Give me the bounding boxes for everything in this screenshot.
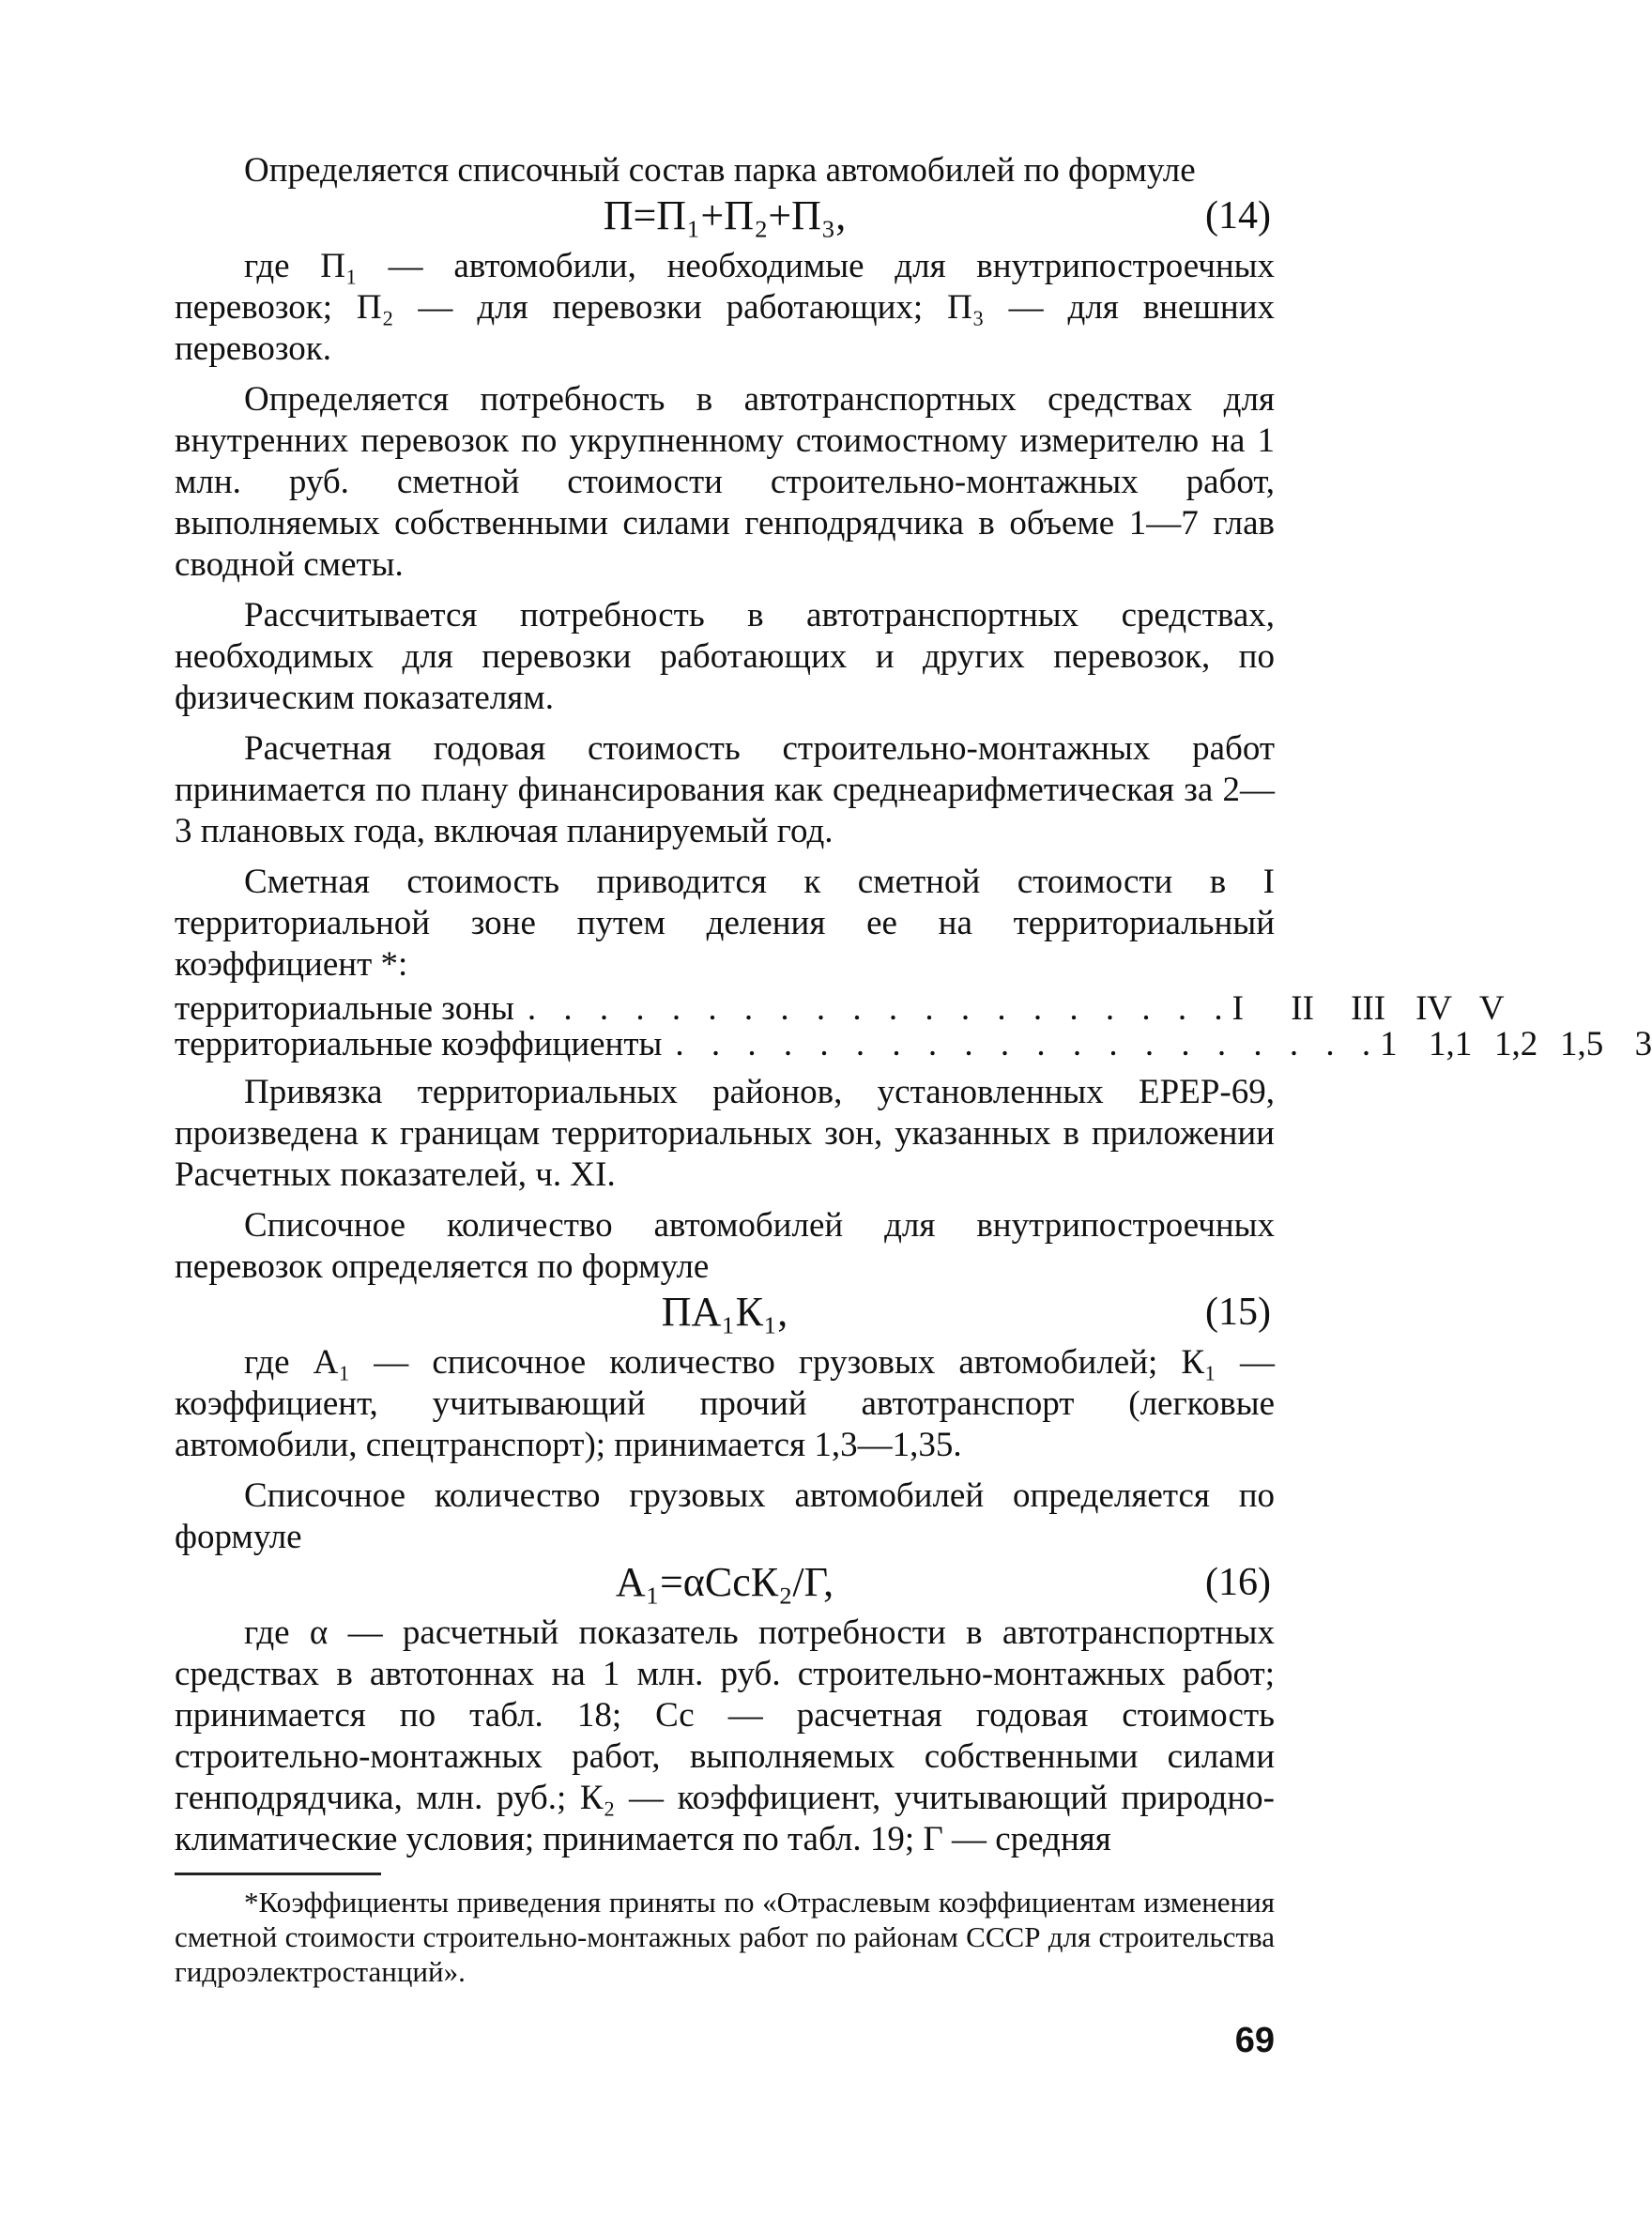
zone-value: IV: [1415, 989, 1453, 1028]
leader-dots: . . . . . . . . . . . . . . . . . . . .: [527, 989, 1232, 1028]
footnote: [175, 1885, 1275, 1989]
formula-16-text: А₁=αCcК₂/Г,: [615, 1559, 834, 1605]
paragraph-annual-cost: Расчетная годовая стоимость строительно-монтажных работ принимается по плану финансирования как среднеарифметическая за 2—3 плановых года, включая планируемый год.: [175, 729, 1275, 850]
paragraph-internal-transport: Определяется потребность в автотранспортных средствах для внутренних перевозок по укрупненному стоимостному измерителю на 1 млн. руб. сметной стоимости строительно-монтажных работ, выполняемых собственными силами генподрядчика в объеме 1—7 глав сводной сметы.: [175, 380, 1275, 584]
zone-value: I: [1231, 989, 1244, 1028]
formula-15-text: ПА₁К₁,: [661, 1289, 788, 1335]
zone-value: III: [1351, 989, 1386, 1028]
paragraph-vehicle-count: Списочное количество автомобилей для внутрипостроечных перевозок определяется по формуле: [175, 1206, 1275, 1286]
footnote-text: *Коэффициенты приведения приняты по «Отраслевым коэффициентам изменения сметной стоимости строительно-монтажных работ по районам СССР для строительства гидроэлектростанций».: [175, 1886, 1275, 1988]
formula-14-number: (14): [1205, 194, 1271, 237]
formula-16: [175, 1559, 1275, 1613]
zones-row: [175, 989, 1505, 1028]
leader-dots: . . . . . . . . . . . . . . . . . . . .: [675, 1025, 1381, 1063]
coefficient-value: 1: [1380, 1025, 1398, 1063]
formula-14: [175, 192, 1275, 246]
formula-14-text: П=П₁+П₂+П₃,: [603, 192, 847, 238]
zone-value: II: [1291, 989, 1314, 1028]
zones-label: территориальные зоны: [175, 989, 514, 1028]
coefficient-value: 1,1: [1429, 1025, 1473, 1063]
coefficient-value: 1,2: [1494, 1025, 1538, 1063]
page-body: [175, 150, 1652, 1860]
zones-table: [175, 989, 1652, 1063]
coefficients-row: [175, 1025, 1652, 1063]
page-number: 69: [1234, 2021, 1275, 2060]
paragraph-binding: Привязка территориальных районов, установленных ЕРЕР-69, произведена к границам территориальных зон, указанных в приложении Расчетных показателей, ч. XI.: [175, 1073, 1275, 1194]
formula-15: [175, 1289, 1275, 1342]
paragraph-where-p: где П₁ — автомобили, необходимые для внутрипостроечных перевозок; П₂ — для перевозки работающих; П₃ — для внешних перевозок.: [175, 247, 1275, 368]
paragraph-intro: Определяется списочный состав парка автомобилей по формуле: [244, 151, 1196, 190]
formula-16-number: (16): [1205, 1561, 1271, 1604]
coefficients-values: [1380, 1027, 1652, 1063]
paragraph-truck-count: Списочное количество грузовых автомобилей определяется по формуле: [175, 1476, 1275, 1556]
paragraph-estimate-cost: Сметная стоимость приводится к сметной стоимости в I территориальной зоне путем деления ее на территориальный коэффициент *:: [175, 863, 1275, 984]
formula-15-number: (15): [1205, 1291, 1271, 1334]
footnote-divider: [175, 1873, 381, 1875]
coefficients-label: территориальные коэффициенты: [175, 1025, 663, 1063]
paragraph-workers-transport: Рассчитывается потребность в автотранспортных средствах, необходимых для перевозки работающих и других перевозок, по физическим показателям.: [175, 596, 1275, 717]
paragraph-where-alpha: где α — расчетный показатель потребности в автотранспортных средствах в автотоннах на 1 млн. руб. строительно-монтажных работ; принимается по табл. 18; Сс — расчетная годовая стоимость строительно-монтажных работ, выполняемых собственными силами генподрядчика, млн. руб.; К₂ — коэффициент, учитывающий природно-климатические условия; принимается по табл. 19; Г — средняя: [175, 1613, 1275, 1858]
paragraph-where-a1: где А₁ — списочное количество грузовых автомобилей; К₁ — коэффициент, учитывающий прочий автотранспорт (легковые автомобили, спецтранспорт); принимается 1,3—1,35.: [175, 1343, 1275, 1464]
zones-values: [1232, 991, 1505, 1027]
coefficient-value: 1,5: [1560, 1025, 1604, 1063]
coefficient-value: 3: [1634, 1025, 1652, 1063]
zone-value: V: [1478, 989, 1505, 1028]
